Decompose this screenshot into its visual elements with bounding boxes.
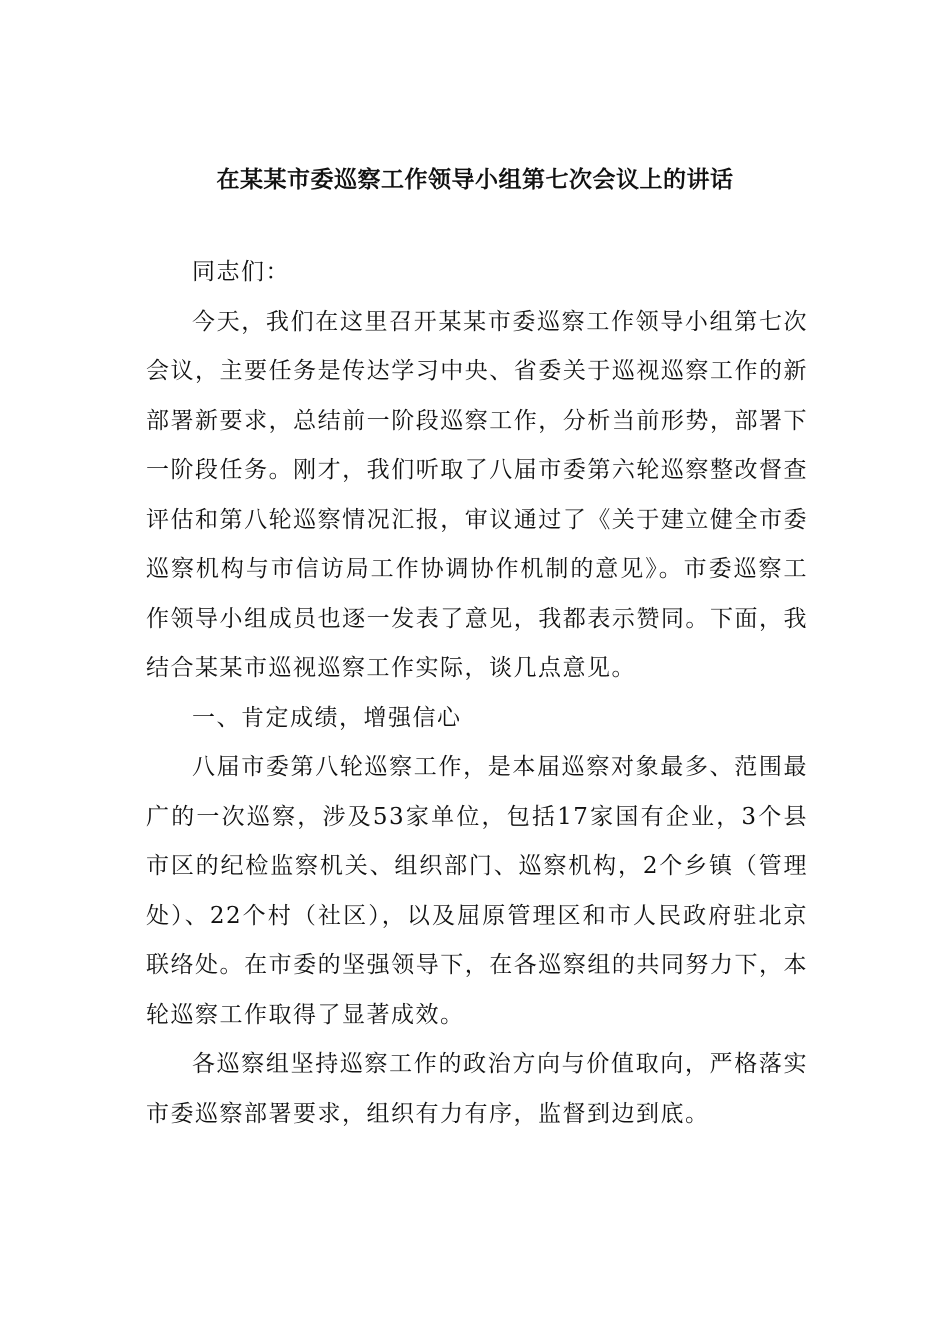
- body-paragraph: 八届市委第八轮巡察工作，是本届巡察对象最多、范围最广的一次巡察，涉及53家单位，包括17家国有企业，3个县市区的纪检监察机关、组织部门、巡察机构，2个乡镇（管理处）、22个村（社区），以及屈原管理区和市人民政府驻北京联络处。在市委的坚强领导下，在各巡察组的共同努力下，本轮巡察工作取得了显著成效。: [146, 754, 808, 1028]
- intro-paragraph: 今天，我们在这里召开某某市委巡察工作领导小组第七次会议，主要任务是传达学习中央、省委关于巡视巡察工作的新部署新要求，总结前一阶段巡察工作，分析当前形势，部署下一阶段任务。刚才，我们听取了八届市委第六轮巡察整改督查评估和第八轮巡察情况汇报，审议通过了《关于建立健全市委巡察机构与市信访局工作协调协作机制的意见》。市委巡察工作领导小组成员也逐一发表了意见，我都表示赞同。下面，我结合某某市巡视巡察工作实际，谈几点意见。: [146, 308, 808, 681]
- salutation-paragraph: 同志们：: [192, 259, 290, 285]
- document-title: 在某某市委巡察工作领导小组第七次会议上的讲话: [216, 167, 734, 193]
- section-heading: 一、肯定成绩，增强信心: [192, 704, 462, 731]
- body-paragraph: 各巡察组坚持巡察工作的政治方向与价值取向，严格落实市委巡察部署要求，组织有力有序，监督到边到底。: [146, 1051, 808, 1127]
- document-body: [146, 248, 808, 1139]
